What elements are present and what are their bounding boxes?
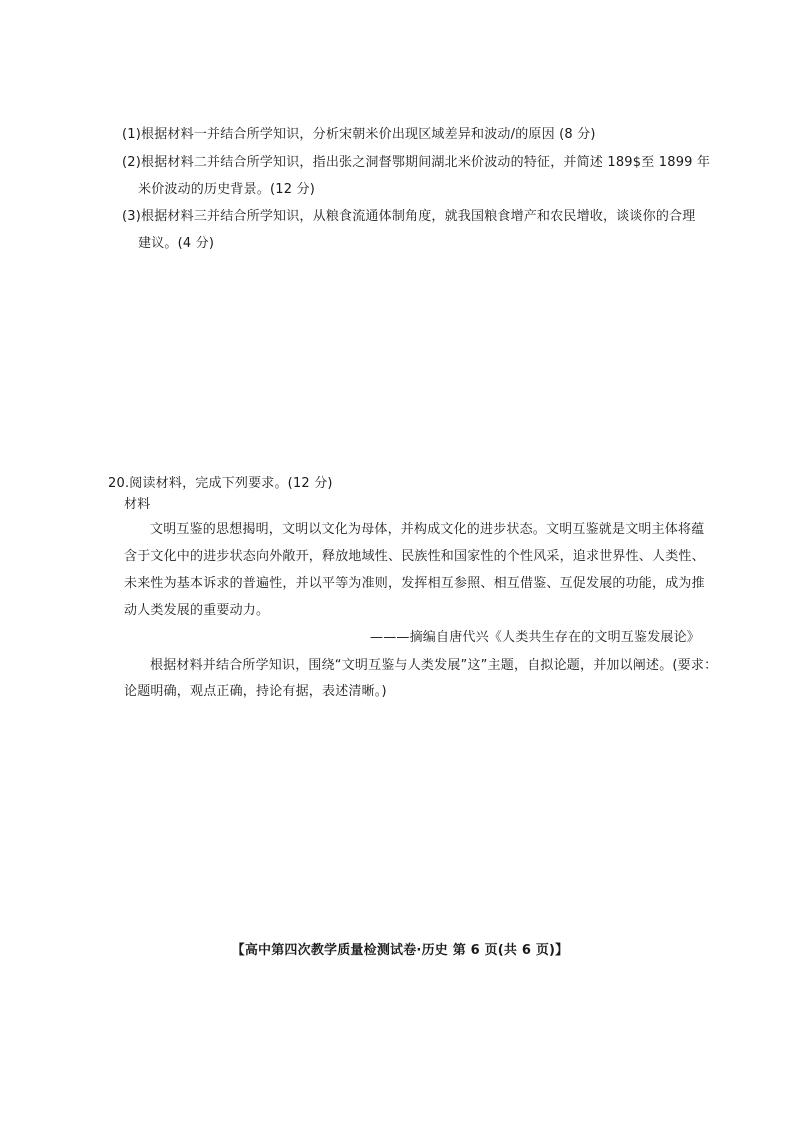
question-19-part-2-line-2: 米价波动的历史背景。(12 分)	[138, 182, 316, 197]
material-paragraph-line-1: 文明互鉴的思想揭明，文明以文化为母体，并构成文化的进步状态。文明互鉴就是文明主体将蕴	[150, 522, 705, 537]
question-20-heading: 20.阅读材料，完成下列要求。(12 分)	[108, 476, 333, 491]
material-source-citation: ———摘编自唐代兴《人类共生存在的文明互鉴发展论》	[370, 630, 701, 645]
question-19-part-3-line-1: (3)根据材料三并结合所学知识，从粮食流通体制角度，就我国粮食增产和农民增收，谈谈你的合理	[122, 209, 696, 224]
material-paragraph-line-4: 动人类发展的重要动力。	[124, 603, 270, 618]
task-instruction-line-2: 论题明确，观点正确，持论有据，表述清晰。)	[124, 684, 387, 699]
page-footer: 【高中第四次教学质量检测试卷·历史 第 6 页(共 6 页)】	[231, 943, 569, 958]
question-19-part-3-line-2: 建议。(4 分)	[138, 236, 215, 251]
material-paragraph-line-3: 未来性为基本诉求的普遍性，并以平等为准则，发挥相互参照、相互借鉴、互促发展的功能，成为推	[124, 576, 705, 591]
material-paragraph-line-2: 含于文化中的进步状态向外敞开，释放地域性、民族性和国家性的个性风采，追求世界性、人类性、	[124, 549, 705, 564]
question-19-part-2-line-1: (2)根据材料二并结合所学知识，指出张之洞督鄂期间湖北米价波动的特征，并简述 189$至 1899 年	[122, 155, 711, 170]
task-instruction-line-1: 根据材料并结合所学知识，围绕“文明互鉴与人类发展”这”主题，自拟论题，并加以阐述。(要求：	[150, 658, 718, 673]
question-19-part-1: (1)根据材料一并结合所学知识，分析宋朝米价出现区域差异和波动/的原因 (8 分)	[122, 127, 596, 142]
material-label: 材料	[124, 497, 151, 512]
